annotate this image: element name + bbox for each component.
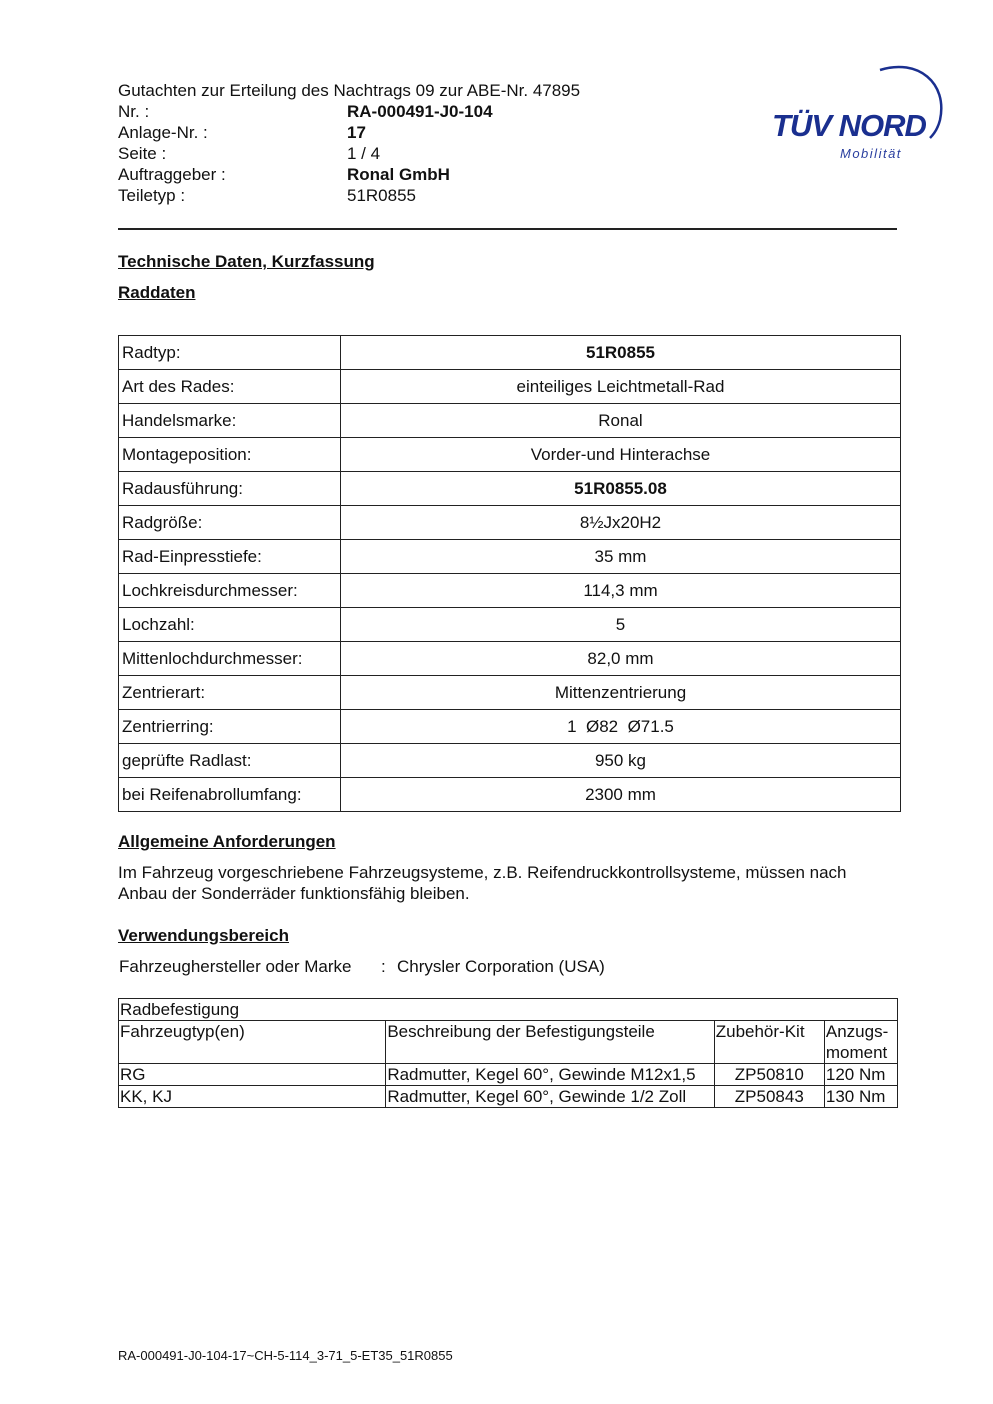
row-label: Art des Rades: — [119, 370, 341, 404]
hersteller-label: Fahrzeughersteller oder Marke — [119, 957, 352, 976]
column-header: Zubehör-Kit — [714, 1021, 824, 1064]
row-label: Lochzahl: — [119, 608, 341, 642]
header-key: Nr. : — [118, 102, 150, 121]
table-row — [119, 608, 901, 642]
row-value: 8½Jx20H2 — [341, 506, 901, 540]
row-value: 1 Ø82 Ø71.5 — [341, 710, 901, 744]
row-value: 5 — [341, 608, 901, 642]
document-footer: RA-000491-J0-104-17~CH-5-114_3-71_5-ET35_51R0855 — [118, 1348, 453, 1363]
column-header: Anzugs- moment — [824, 1021, 897, 1064]
table-row — [119, 336, 901, 370]
header-key: Anlage-Nr. : — [118, 123, 208, 142]
hersteller-value: Chrysler Corporation (USA) — [397, 957, 605, 976]
table-row — [119, 744, 901, 778]
header-value: RA-000491-J0-104 — [347, 102, 493, 121]
row-value: 114,3 mm — [341, 574, 901, 608]
column-header: Beschreibung der Befestigungsteile — [386, 1021, 714, 1064]
row-label: Radgröße: — [119, 506, 341, 540]
header-key: Teiletyp : — [118, 186, 186, 205]
header-value: 51R0855 — [347, 186, 417, 205]
row-value: 950 kg — [341, 744, 901, 778]
section-technische-daten: Technische Daten, Kurzfassung — [118, 252, 375, 271]
hersteller-line — [118, 957, 605, 977]
row-label: Rad-Einpresstiefe: — [119, 540, 341, 574]
section-raddaten: Raddaten — [118, 283, 196, 302]
header-value: 1 / 4 — [347, 144, 381, 163]
table-row — [119, 710, 901, 744]
row-value: 51R0855.08 — [341, 472, 901, 506]
row-label: Montageposition: — [119, 438, 341, 472]
header-key: Seite : — [118, 144, 167, 163]
table-title: Radbefestigung — [119, 999, 898, 1021]
row-label: Radausführung: — [119, 472, 341, 506]
row-value: 35 mm — [341, 540, 901, 574]
row-value: Vorder-und Hinterachse — [341, 438, 901, 472]
logo-brand: TÜV NORD — [772, 108, 926, 143]
header-value: 17 — [347, 123, 366, 142]
table-cell: KK, KJ — [119, 1086, 386, 1108]
row-value: 2300 mm — [341, 778, 901, 812]
header-key: Auftraggeber : — [118, 165, 226, 184]
table-row — [119, 472, 901, 506]
table-cell: RG — [119, 1064, 386, 1086]
row-label: Zentrierring: — [119, 710, 341, 744]
row-value: Ronal — [341, 404, 901, 438]
table-cell: 130 Nm — [824, 1086, 897, 1108]
table-row — [119, 506, 901, 540]
row-label: Radtyp: — [119, 336, 341, 370]
row-label: Handelsmarke: — [119, 404, 341, 438]
table-cell: ZP50810 — [714, 1064, 824, 1086]
header-value: Ronal GmbH — [347, 165, 450, 184]
radbefestigung-table — [118, 998, 898, 1108]
row-value: einteiliges Leichtmetall-Rad — [341, 370, 901, 404]
table-cell: Radmutter, Kegel 60°, Gewinde 1/2 Zoll — [386, 1086, 714, 1108]
row-label: geprüfte Radlast: — [119, 744, 341, 778]
table-row — [119, 778, 901, 812]
row-label: Mittenlochdurchmesser: — [119, 642, 341, 676]
header-row-teiletyp — [118, 185, 898, 206]
table-row — [119, 370, 901, 404]
table-row — [119, 404, 901, 438]
table-row — [119, 1086, 898, 1108]
table-row — [119, 438, 901, 472]
row-value: 82,0 mm — [341, 642, 901, 676]
section-allgemeine: Allgemeine Anforderungen — [118, 832, 336, 851]
table-title-row — [119, 999, 898, 1021]
table-row — [119, 1064, 898, 1086]
row-value: Mittenzentrierung — [341, 676, 901, 710]
row-value: 51R0855 — [341, 336, 901, 370]
table-row — [119, 540, 901, 574]
header-divider — [118, 228, 897, 230]
row-label: Zentrierart: — [119, 676, 341, 710]
hersteller-separator: : — [381, 957, 386, 976]
table-row — [119, 574, 901, 608]
row-label: Lochkreisdurchmesser: — [119, 574, 341, 608]
section-verwendung: Verwendungsbereich — [118, 926, 289, 945]
column-header: Fahrzeugtyp(en) — [119, 1021, 386, 1064]
table-cell: Radmutter, Kegel 60°, Gewinde M12x1,5 — [386, 1064, 714, 1086]
table-cell: 120 Nm — [824, 1064, 897, 1086]
logo-subtitle: Mobilität — [840, 146, 902, 161]
tuv-nord-logo — [768, 58, 948, 168]
table-row — [119, 642, 901, 676]
table-cell: ZP50843 — [714, 1086, 824, 1108]
table-row — [119, 676, 901, 710]
raddaten-table — [118, 335, 901, 812]
allgemeine-text: Im Fahrzeug vorgeschriebene Fahrzeugsysteme, z.B. Reifendruckkontrollsysteme, müssen nach Anbau der Sonderräder funktionsfähig bleiben. — [118, 863, 847, 903]
row-label: bei Reifenabrollumfang: — [119, 778, 341, 812]
header-title: Gutachten zur Erteilung des Nachtrags 09 zur ABE-Nr. 47895 — [118, 81, 581, 100]
table-header-row — [119, 1021, 898, 1064]
